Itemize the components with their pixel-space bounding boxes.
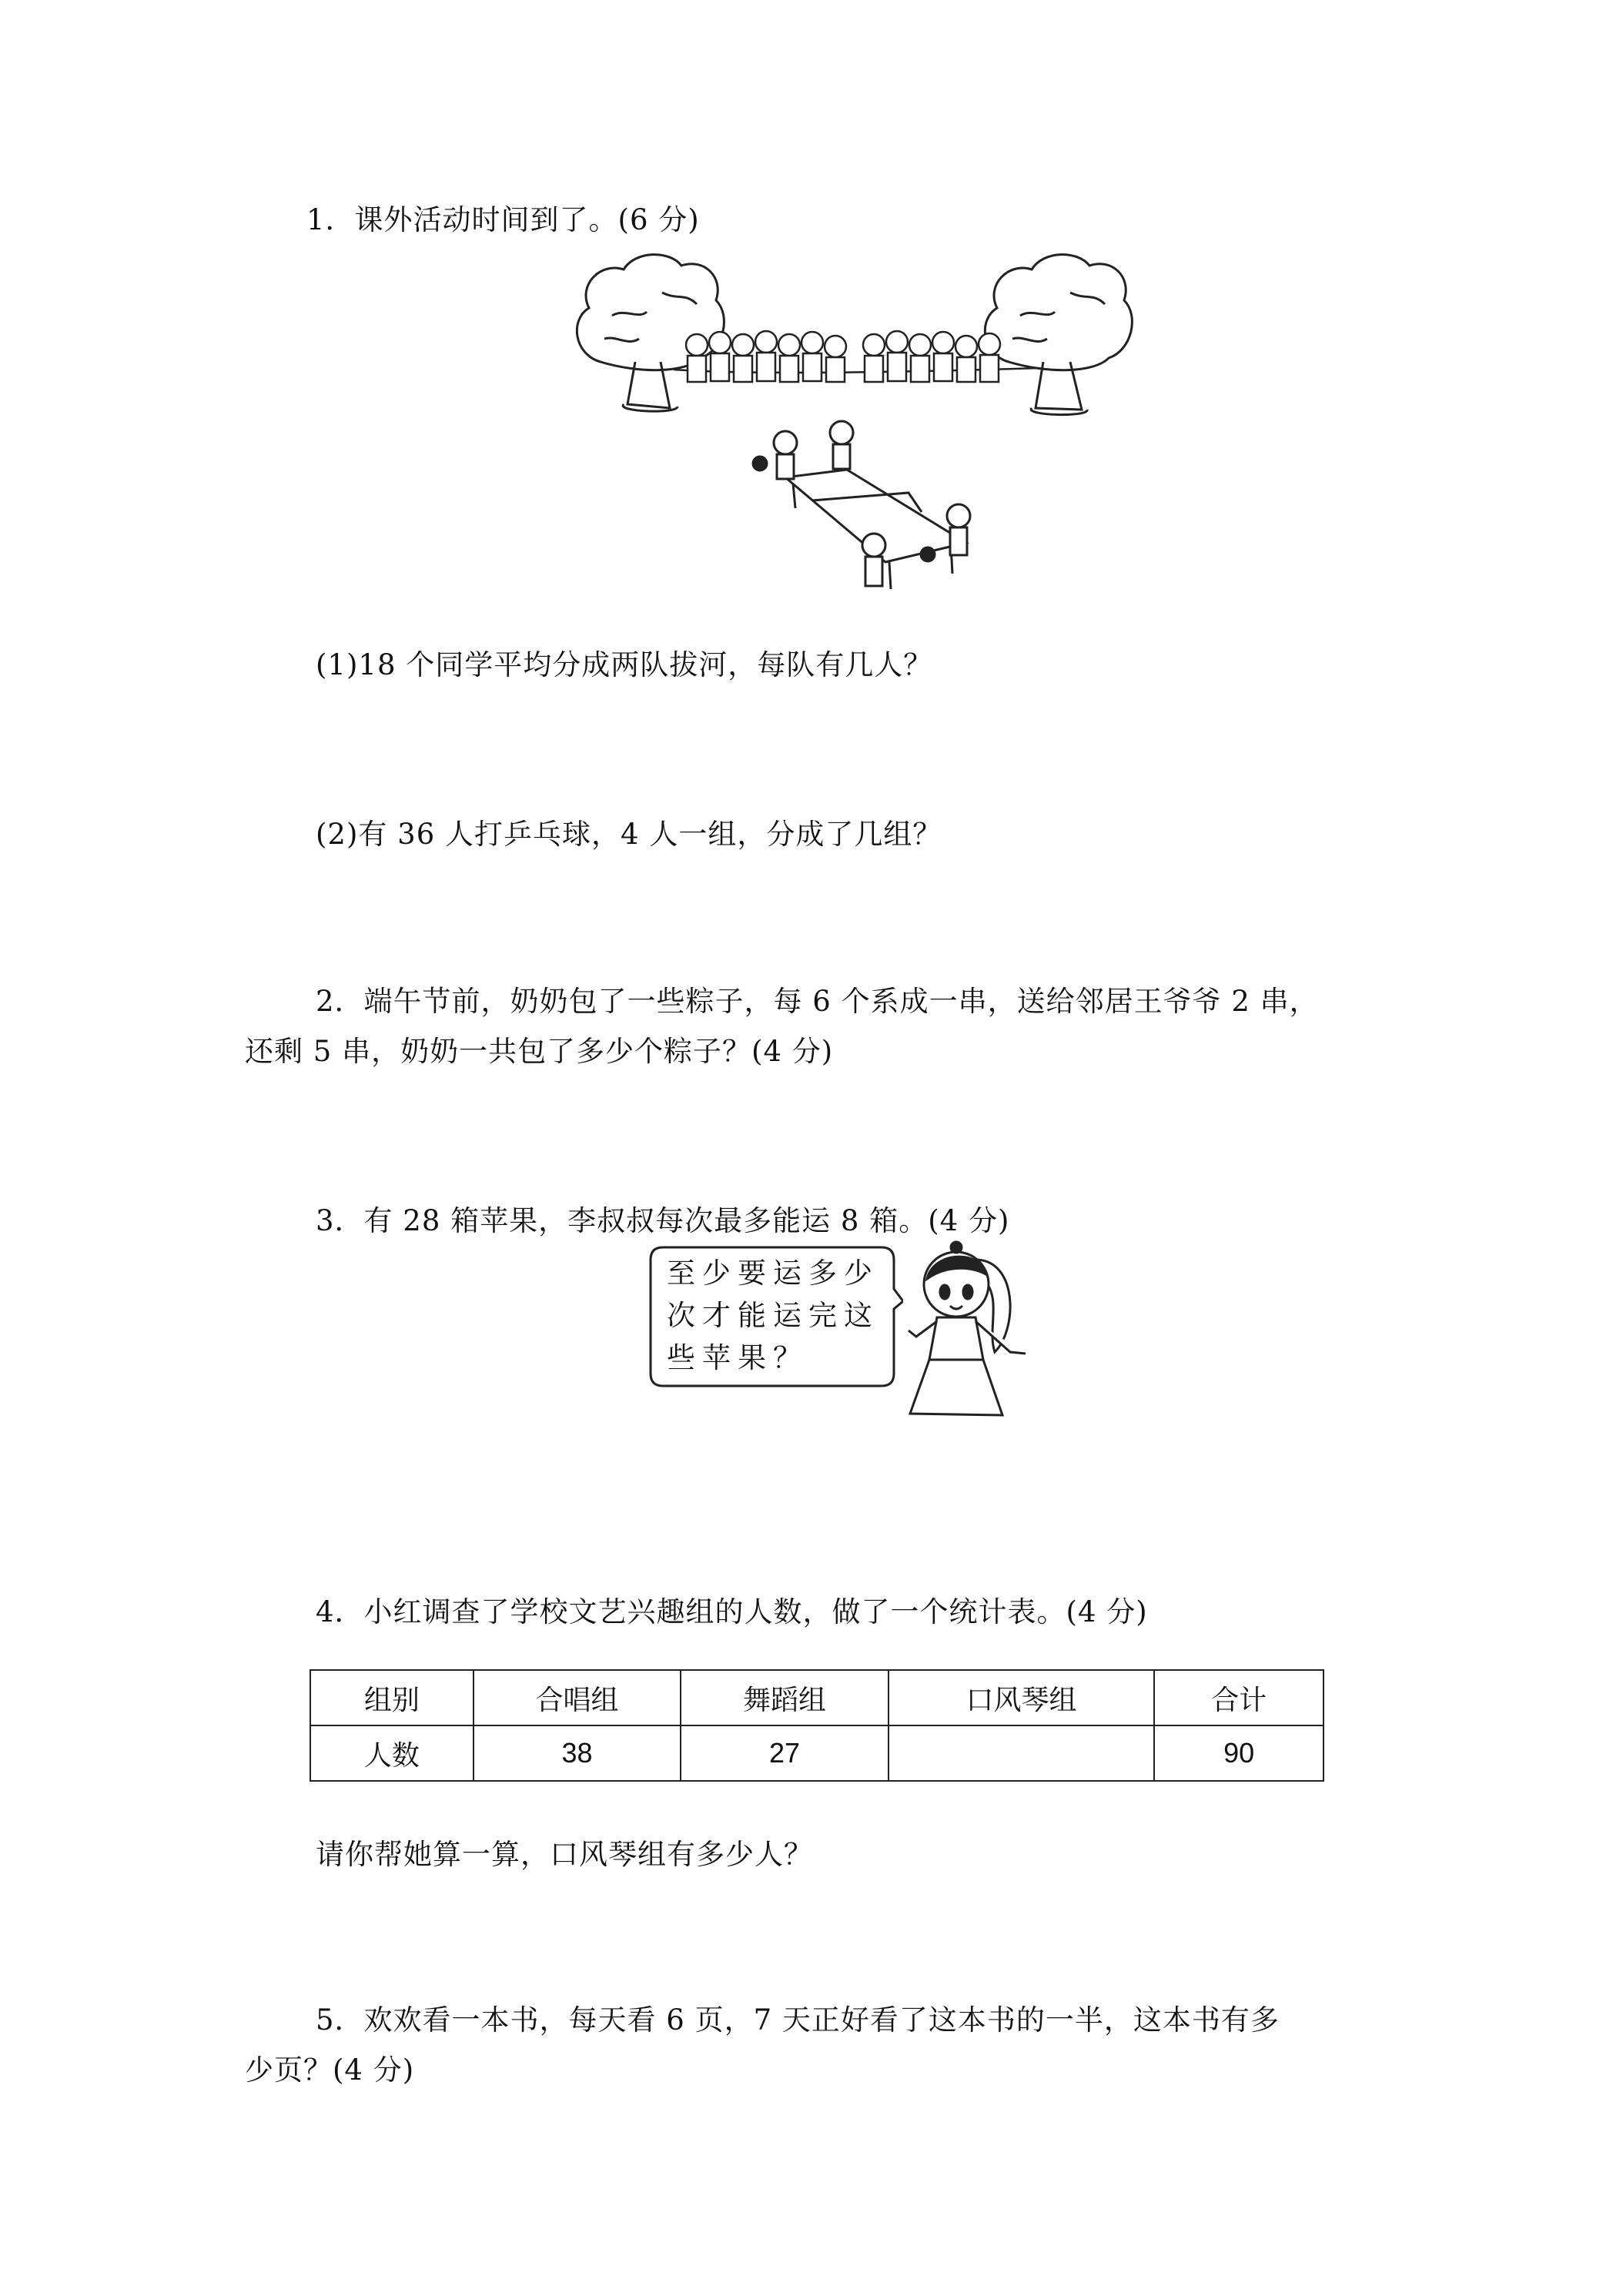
blank-answer-cell <box>888 1725 1154 1781</box>
q1-sub1: (1)18 个同学平均分成两队拔河，每队有几人？ <box>316 648 933 681</box>
table-cell: 90 <box>1154 1725 1323 1781</box>
table-cell: 舞蹈组 <box>681 1670 888 1725</box>
q4-title: 4．小红调查了学校文艺兴趣组的人数，做了一个统计表。(4 分) <box>316 1595 1148 1628</box>
table-row <box>310 1725 1323 1781</box>
q5-line1: 5．欢欢看一本书，每天看 6 页，7 天正好看了这本书的一半，这本书有多 <box>316 2003 1280 2037</box>
table-cell: 合计 <box>1154 1670 1323 1725</box>
q2-line1: 2．端午节前，奶奶包了一些粽子，每 6 个系成一串，送给邻居王爷爷 2 串， <box>316 985 1319 1018</box>
table-cell: 合唱组 <box>474 1670 681 1725</box>
table-cell: 27 <box>681 1725 888 1781</box>
ping-pong-illustration <box>743 416 997 604</box>
tug-of-war-illustration <box>570 246 1139 423</box>
stats-table <box>310 1669 1324 1782</box>
q2-line2: 还剩 5 串，奶奶一共包了多少个粽子？(4 分) <box>245 1035 834 1068</box>
girl-illustration <box>902 1237 1037 1421</box>
bubble-line-3: 些苹果？ <box>667 1341 808 1374</box>
bubble-line-2: 次才能运完这 <box>667 1299 879 1332</box>
q1-sub2: (2)有 36 人打乒乓球，4 人一组，分成了几组？ <box>316 818 942 851</box>
q3-title: 3．有 28 箱苹果，李叔叔每次最多能运 8 箱。(4 分) <box>316 1204 1010 1237</box>
table-cell: 人数 <box>310 1725 474 1781</box>
q5-line2: 少页？(4 分) <box>245 2053 415 2087</box>
table-cell: 组别 <box>310 1670 474 1725</box>
q1-title: 1．课外活动时间到了。(6 分) <box>306 203 700 236</box>
table-header-row <box>310 1670 1323 1725</box>
table-cell: 口风琴组 <box>888 1670 1154 1725</box>
bubble-line-1: 至少要运多少 <box>667 1257 879 1290</box>
q4-question: 请你帮她算一算，口风琴组有多少人？ <box>316 1838 813 1871</box>
table-cell: 38 <box>474 1725 681 1781</box>
